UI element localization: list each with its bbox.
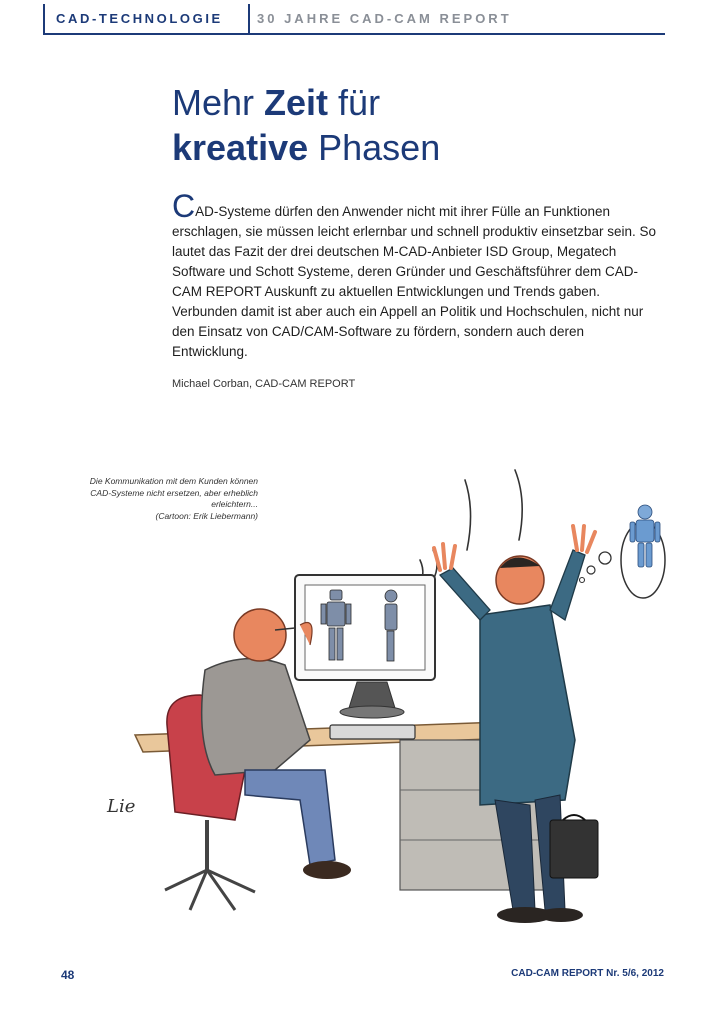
- headline-emphasis: kreative: [172, 127, 309, 168]
- series-label: 30 JAHRE CAD-CAM REPORT: [257, 11, 512, 26]
- thought-dot-large: [599, 552, 611, 564]
- cartoon-illustration: [95, 440, 705, 940]
- page-number: 48: [61, 968, 75, 982]
- caption-credit: (Cartoon: Erik Liebermann): [155, 510, 258, 521]
- headline-line1: [172, 82, 380, 123]
- caption-line: CAD-Systeme nicht ersetzen, aber erheblich: [90, 487, 258, 498]
- thought-dot-small: [580, 578, 585, 583]
- headline-text: Phasen: [308, 127, 441, 168]
- briefcase: [550, 815, 598, 878]
- headline-emphasis: Zeit: [264, 82, 329, 123]
- headline-line2: [172, 127, 440, 168]
- drop-cap: C: [172, 188, 196, 224]
- article-headline: [172, 80, 440, 170]
- keyboard: [330, 725, 415, 739]
- thought-dot-medium: [587, 566, 595, 574]
- caption-line: Die Kommunikation mit dem Kunden können: [89, 476, 258, 486]
- caption-line: erleichtern...: [211, 499, 258, 509]
- section-label: CAD-TECHNOLOGIE: [56, 11, 223, 26]
- computer-monitor: [295, 575, 435, 718]
- author-byline: Michael Corban, CAD-CAM REPORT: [172, 378, 356, 390]
- headline-text: Mehr: [172, 82, 265, 123]
- issue-info: CAD-CAM REPORT Nr. 5/6, 2012: [511, 968, 664, 979]
- thought-bubble: [580, 505, 666, 598]
- header-rule-divider: [248, 4, 250, 34]
- headline-text: für: [328, 82, 381, 123]
- lead-paragraph: [172, 188, 662, 362]
- artist-signature: Lie: [107, 796, 136, 817]
- lead-text: AD-Systeme dürfen den Anwender nicht mit ihrer Fülle an Funktionen erschlagen, sie müssen leicht erlernbar und schnell produktiv einsetzbar sein. So lautet das Fazit der drei deutschen M-CAD-Anbieter ISD Group, Megatech Software und Schott Systeme, deren Gründer und Geschäftsführer dem CAD-CAM REPORT Auskunft zu aktuellen Entwicklungen und Trends gaben. Verbunden damit ist aber auch ein Appell an Politik und Hochschulen, nicht nur den Einsatz von CAD/CAM-Software zu fördern, sondern auch deren Entwicklung.: [172, 204, 657, 359]
- header-rule-left: [43, 4, 45, 34]
- header-rule-bottom: [43, 33, 665, 35]
